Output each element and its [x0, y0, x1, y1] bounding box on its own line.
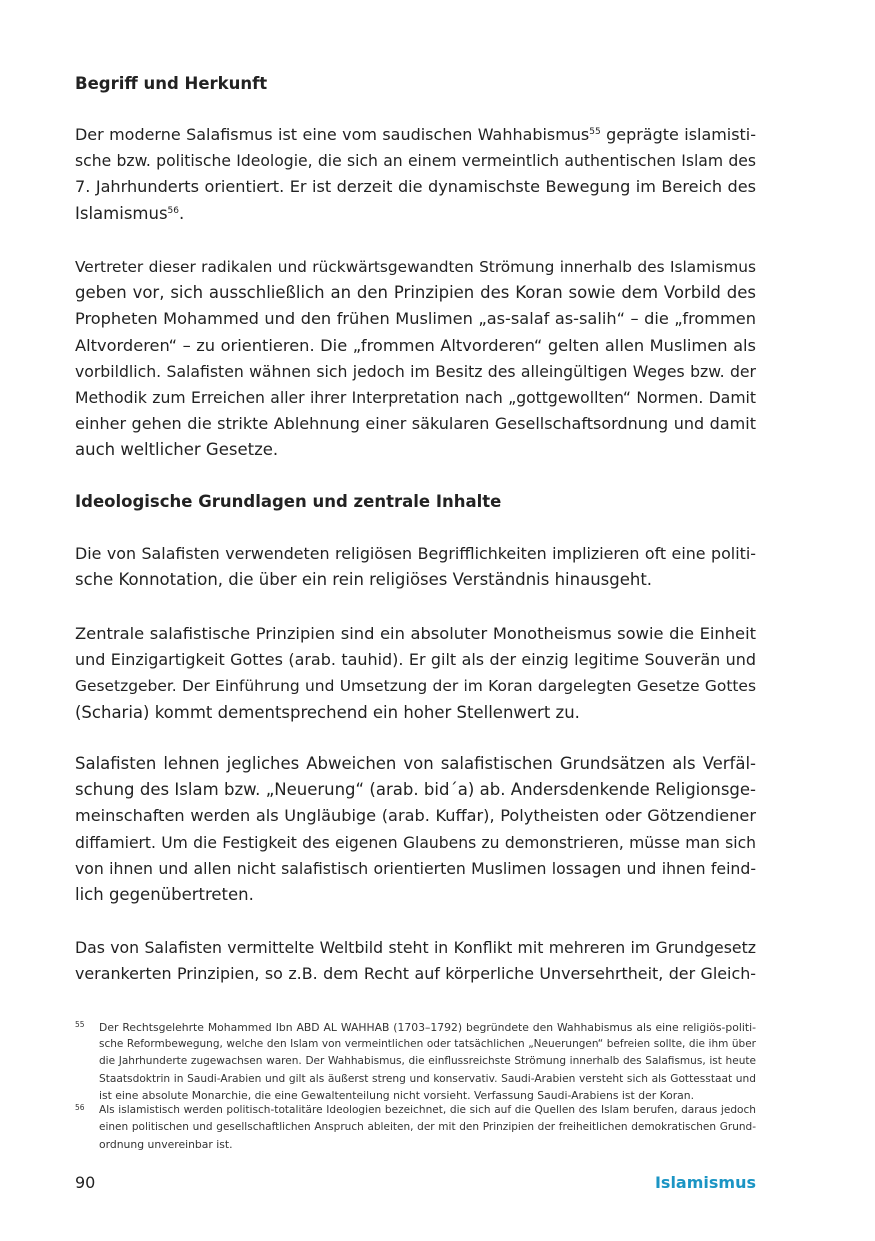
text-run: .: [179, 203, 185, 223]
paragraph-line: meinschaften werden als Ungläubige (arab. Kuffar), Polytheisten oder Götzendiener: [75, 806, 756, 826]
paragraph-6: [75, 935, 756, 987]
footnote-56: [75, 1102, 756, 1153]
paragraph-line: Zentrale salafistische Prinzipien sind ein absoluter Monotheismus sowie die Einheit: [75, 624, 756, 643]
footnote-line: sche Reformbewegung, welche den Islam von vermeintlichen oder tatsächlichen „Neuerungen“ befreien sollte, die ihm über: [99, 1038, 756, 1050]
paragraph-line: Gesetzgeber. Der Einführung und Umsetzung der im Koran dargelegten Gesetze Gottes: [75, 677, 756, 696]
paragraph-line: [75, 201, 756, 227]
paragraph-line: auch weltlicher Gesetze.: [75, 440, 279, 460]
paragraph-5: [75, 751, 756, 908]
text-run: Der moderne Salafismus ist eine vom saudischen Wahhabismus: [75, 125, 590, 144]
paragraph-4: [75, 621, 756, 726]
footnote-line: die Jahrhunderte zugewachsen waren. Der Wahhabismus, die einflussreichste Strömung innerhalb des Salafismus, ist heute: [99, 1055, 756, 1067]
footnote-number: 56: [75, 1103, 85, 1112]
paragraph-3: [75, 541, 756, 593]
paragraph-line: von ihnen und allen nicht salafistisch orientierten Muslimen lossagen und ihnen feind-: [75, 858, 756, 878]
paragraph-line: Methodik zum Erreichen aller ihrer Interpretation nach „gottgewollten“ Normen. Damit: [75, 389, 756, 408]
running-footer-title: Islamismus: [654, 1173, 756, 1192]
footnote-line: ist eine absolute Monarchie, die eine Gewaltenteilung nicht vorsieht. Verfassung Saudi-Arabiens ist der Koran.: [99, 1089, 695, 1102]
footnote-line: einen politischen und gesellschaftlichen Anspruch ableiten, der mit den Prinzipien der freiheitlichen demokratischen Grund-: [99, 1121, 756, 1133]
footnote-line: Der Rechtsgelehrte Mohammed Ibn ABD AL WAHHAB (1703–1792) begründete den Wahhabismus als eine religiös-politi-: [99, 1021, 756, 1034]
paragraph-line: 7. Jahrhunderts orientiert. Er ist derzeit die dynamischste Bewegung im Bereich des: [75, 177, 756, 197]
paragraph-1: [75, 122, 756, 227]
footnote-line: Als islamistisch werden politisch-totalitäre Ideologien bezeichnet, die sich auf die Quellen des Islam berufen, daraus jedoch: [99, 1104, 756, 1116]
footnote-line: ordnung unvereinbar ist.: [99, 1138, 233, 1151]
page-number: 90: [75, 1173, 96, 1192]
footnote-ref-55[interactable]: 55: [589, 127, 601, 137]
paragraph-2: [75, 254, 756, 464]
footnote-55: [75, 1019, 756, 1104]
paragraph-line: vorbildlich. Salafisten wähnen sich jedoch im Besitz des alleingültigen Weges bzw. der: [75, 361, 756, 381]
paragraph-line: Salafisten lehnen jegliches Abweichen von salafistischen Grundsätzen als Verfäl-: [75, 754, 756, 773]
paragraph-line: sche Konnotation, die über ein rein religiöses Verständnis hinausgeht.: [75, 570, 653, 590]
paragraph-line: schung des Islam bzw. „Neuerung“ (arab. bid´a) ab. Andersdenkende Religionsge-: [75, 780, 756, 800]
section-heading-begriff: Begriff und Herkunft: [75, 74, 268, 93]
paragraph-line: sche bzw. politische Ideologie, die sich an einem vermeintlich authentischen Islam des: [75, 152, 756, 171]
paragraph-line: [75, 122, 756, 148]
paragraph-line: Die von Salafisten verwendeten religiösen Begrifflichkeiten implizieren oft eine politi-: [75, 544, 756, 563]
section-heading-ideologie: Ideologische Grundlagen und zentrale Inhalte: [75, 492, 502, 511]
paragraph-line: verankerten Prinzipien, so z.B. dem Recht auf körperliche Unversehrtheit, der Gleich-: [75, 964, 756, 984]
footnote-line: Staatsdoktrin in Saudi-Arabien und gilt als äußerst streng und konservativ. Saudi-Arabien versteht sich als Gottesstaat und: [99, 1072, 756, 1085]
paragraph-line: (Scharia) kommt dementsprechend ein hoher Stellenwert zu.: [75, 702, 580, 722]
text-run: geprägte islamisti-: [600, 125, 757, 144]
paragraph-line: und Einzigartigkeit Gottes (arab. tauhid). Er gilt als der einzig legitime Souverän und: [75, 650, 756, 670]
text-run: Islamismus: [75, 203, 168, 223]
paragraph-line: lich gegenübertreten.: [75, 885, 254, 905]
footnote-ref-56[interactable]: 56: [167, 205, 179, 216]
paragraph-line: diffamiert. Um die Festigkeit des eigenen Glaubens zu demonstrieren, müsse man sich: [75, 833, 756, 852]
paragraph-line: einher gehen die strikte Ablehnung einer säkularen Gesellschaftsordnung und damit: [75, 414, 756, 434]
paragraph-line: Vertreter dieser radikalen und rückwärtsgewandten Strömung innerhalb des Islamismus: [75, 258, 756, 276]
paragraph-line: Das von Salafisten vermittelte Weltbild steht in Konflikt mit mehreren im Grundgesetz: [75, 938, 756, 957]
paragraph-line: Propheten Mohammed und den frühen Muslimen „as-salaf as-salih“ – die „frommen: [75, 309, 756, 329]
paragraph-line: geben vor, sich ausschließlich an den Prinzipien des Koran sowie dem Vorbild des: [75, 283, 756, 303]
paragraph-line: Altvorderen“ – zu orientieren. Die „frommen Altvorderen“ gelten allen Muslimen als: [75, 335, 756, 355]
footnote-number: 55: [75, 1020, 85, 1029]
